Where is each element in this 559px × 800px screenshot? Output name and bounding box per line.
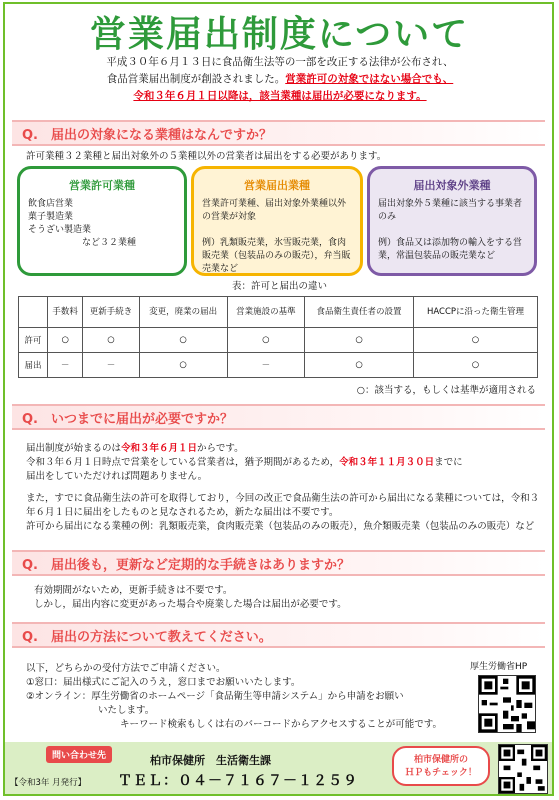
q2-para2d: 届出をしていただければ問題ありません。 xyxy=(26,471,208,482)
q4-heading: Q. 届出の方法について教えてください。 xyxy=(22,630,272,645)
table-cell: ○ xyxy=(305,353,414,378)
q4-para1: 以下，どちらかの受付方法でご申請ください。 xyxy=(26,663,226,674)
q3-para1: 有効期間がないため，更新手続きは不要です。 xyxy=(34,585,233,596)
q4-para4: いたします。 xyxy=(98,705,155,716)
intro-text xyxy=(20,54,540,105)
qr-label: 厚生労働省HP xyxy=(470,662,528,672)
q3-para2: しかし，届出内容に変更があった場合や廃業した場合は届出が必要です。 xyxy=(34,599,347,610)
q2-para2 xyxy=(26,456,542,470)
table-cell: 許可 xyxy=(19,328,48,353)
table-header-cell: HACCPに沿った衛生管理 xyxy=(414,297,538,328)
table-header-cell: 手数料 xyxy=(48,297,83,328)
q2-p1c: からです。 xyxy=(197,443,244,454)
table-cell: － xyxy=(48,353,83,378)
table-cell: － xyxy=(227,353,304,378)
q2-heading-bar xyxy=(12,404,545,430)
table-header-cell: 変更，廃業の届出 xyxy=(139,297,227,328)
intro-line3: 令和３年６月１日以降は，該当業種は届出が必要になります。 xyxy=(133,90,427,102)
qr-code-icon xyxy=(479,676,535,732)
table-header-cell: 食品衛生責任者の設置 xyxy=(305,297,414,328)
qr-code-icon xyxy=(499,745,547,793)
q4-para5: キーワード検索もしくは右のバーコードからアクセスすることが可能です。 xyxy=(120,719,442,730)
q4-para2: ①窓口：届出様式にご記入のうえ，窓口までお願いいたします。 xyxy=(26,677,301,688)
issue-date: 【令和3年 月発行】 xyxy=(10,778,87,788)
q2-p2a: 令和３年６月１日時点で営業をしている営業者は，猶予期間があるため， xyxy=(26,457,340,468)
office-name: 柏市保健所 生活衛生課 xyxy=(150,754,271,767)
mhlw-qr-code[interactable] xyxy=(478,675,536,733)
q2-p1b: 令和３年６月１日 xyxy=(121,443,198,454)
table-header-row xyxy=(19,297,538,328)
q2-para4: 許可から届出になる業種の例：乳類販売業，食肉販売業（包装品のみの販売），魚介類販売業（包装品のみの販売）など xyxy=(26,521,535,532)
contact-tag: 問い合わせ先 xyxy=(46,746,112,763)
comparison-table xyxy=(18,296,538,378)
q2-p2c: までに xyxy=(434,457,463,468)
page-title: 営業届出制度について xyxy=(89,14,470,55)
q3-heading-bar xyxy=(12,550,545,576)
q2-body xyxy=(26,442,542,534)
office-tel: ＴＥＬ：０４－７１６７－１２５９ xyxy=(118,773,358,789)
q1-heading-bar xyxy=(12,120,545,146)
table-cell: ○ xyxy=(227,328,304,353)
table-caption: 表：許可と届出の違い xyxy=(231,281,327,292)
q3-body xyxy=(34,584,534,612)
table-cell: ○ xyxy=(414,353,538,378)
q4-body xyxy=(26,662,466,732)
box-notify-industries xyxy=(191,166,363,276)
table-cell: ○ xyxy=(48,328,83,353)
table-header-cell: 営業施設の基準 xyxy=(227,297,304,328)
box-notify-body: 営業許可業種、届出対象外業種以外の営業が対象 例）乳類販売業，氷雪販売業，食肉販売業（包装品のみの販売），弁当販売業など xyxy=(202,199,351,274)
q2-heading: Q. いつまでに届出が必要ですか？ xyxy=(22,412,233,427)
box-permit-title: 営業許可業種 xyxy=(69,179,135,192)
q1-lead: 許可業種３２業種と届出対象外の５業種以外の営業者は届出をする必要があります。 xyxy=(26,151,387,162)
q3-heading: Q. 届出後も，更新など定期的な手続きはありますか？ xyxy=(22,558,350,573)
box-permit-body: 飲食店営業 菓子製造業 そうざい製造業 など３２業種 xyxy=(28,199,137,248)
intro-line2b: 営業許可の対象ではない場合でも、 xyxy=(285,73,454,85)
table-row xyxy=(19,328,538,353)
box-permit-industries xyxy=(17,166,187,276)
intro-line1: 平成３０年６月１３日に食品衛生法等の一部を改正する法律が公布され、 xyxy=(106,56,454,68)
q2-para1 xyxy=(26,442,542,456)
box-exempt-title: 届出対象外業種 xyxy=(413,179,491,192)
intro-line2 xyxy=(20,71,540,88)
box-exempt-body: 届出対象外５業種に該当する事業者のみ 例）食品又は添加物の輸入をする営業，常温包装品の販売業など xyxy=(378,199,523,261)
q2-para3: また，すでに食品衛生法の許可を取得しており，今回の改正で食品衛生法の許可から届出になる業種については，令和３年６月１日に届出をしたものと見なされるため，新たな届出は不要です。 xyxy=(26,493,540,518)
box-exempt-industries xyxy=(367,166,537,276)
table-cell: ○ xyxy=(83,328,139,353)
q2-p2b: 令和３年１１月３０日 xyxy=(339,457,435,468)
table-cell: － xyxy=(83,353,139,378)
hp-check-bubble: 柏市保健所の ＨＰもチェック！ xyxy=(392,746,490,786)
q4-heading-bar xyxy=(12,622,545,648)
kashiwa-qr-code[interactable] xyxy=(498,744,548,794)
table-cell: ○ xyxy=(414,328,538,353)
table-cell: 届出 xyxy=(19,353,48,378)
table-cell: ○ xyxy=(139,353,227,378)
table-header-cell xyxy=(19,297,48,328)
table-row xyxy=(19,353,538,378)
table-header-cell: 更新手続き xyxy=(83,297,139,328)
table-cell: ○ xyxy=(139,328,227,353)
table-cell: ○ xyxy=(305,328,414,353)
q4-para3: ②オンライン：厚生労働省のホームページ「食品衛生等申請システム」から申請をお願い xyxy=(26,691,404,702)
q2-p1a: 届出制度が始まるのは xyxy=(26,443,122,454)
table-note: ○：該当する，もしくは基準が適用される xyxy=(356,385,536,396)
q1-heading: Q. 届出の対象になる業種はなんですか？ xyxy=(22,128,272,143)
box-notify-title: 営業届出業種 xyxy=(244,179,310,192)
intro-line2a: 食品営業届出制度が創設されました。 xyxy=(106,73,286,85)
